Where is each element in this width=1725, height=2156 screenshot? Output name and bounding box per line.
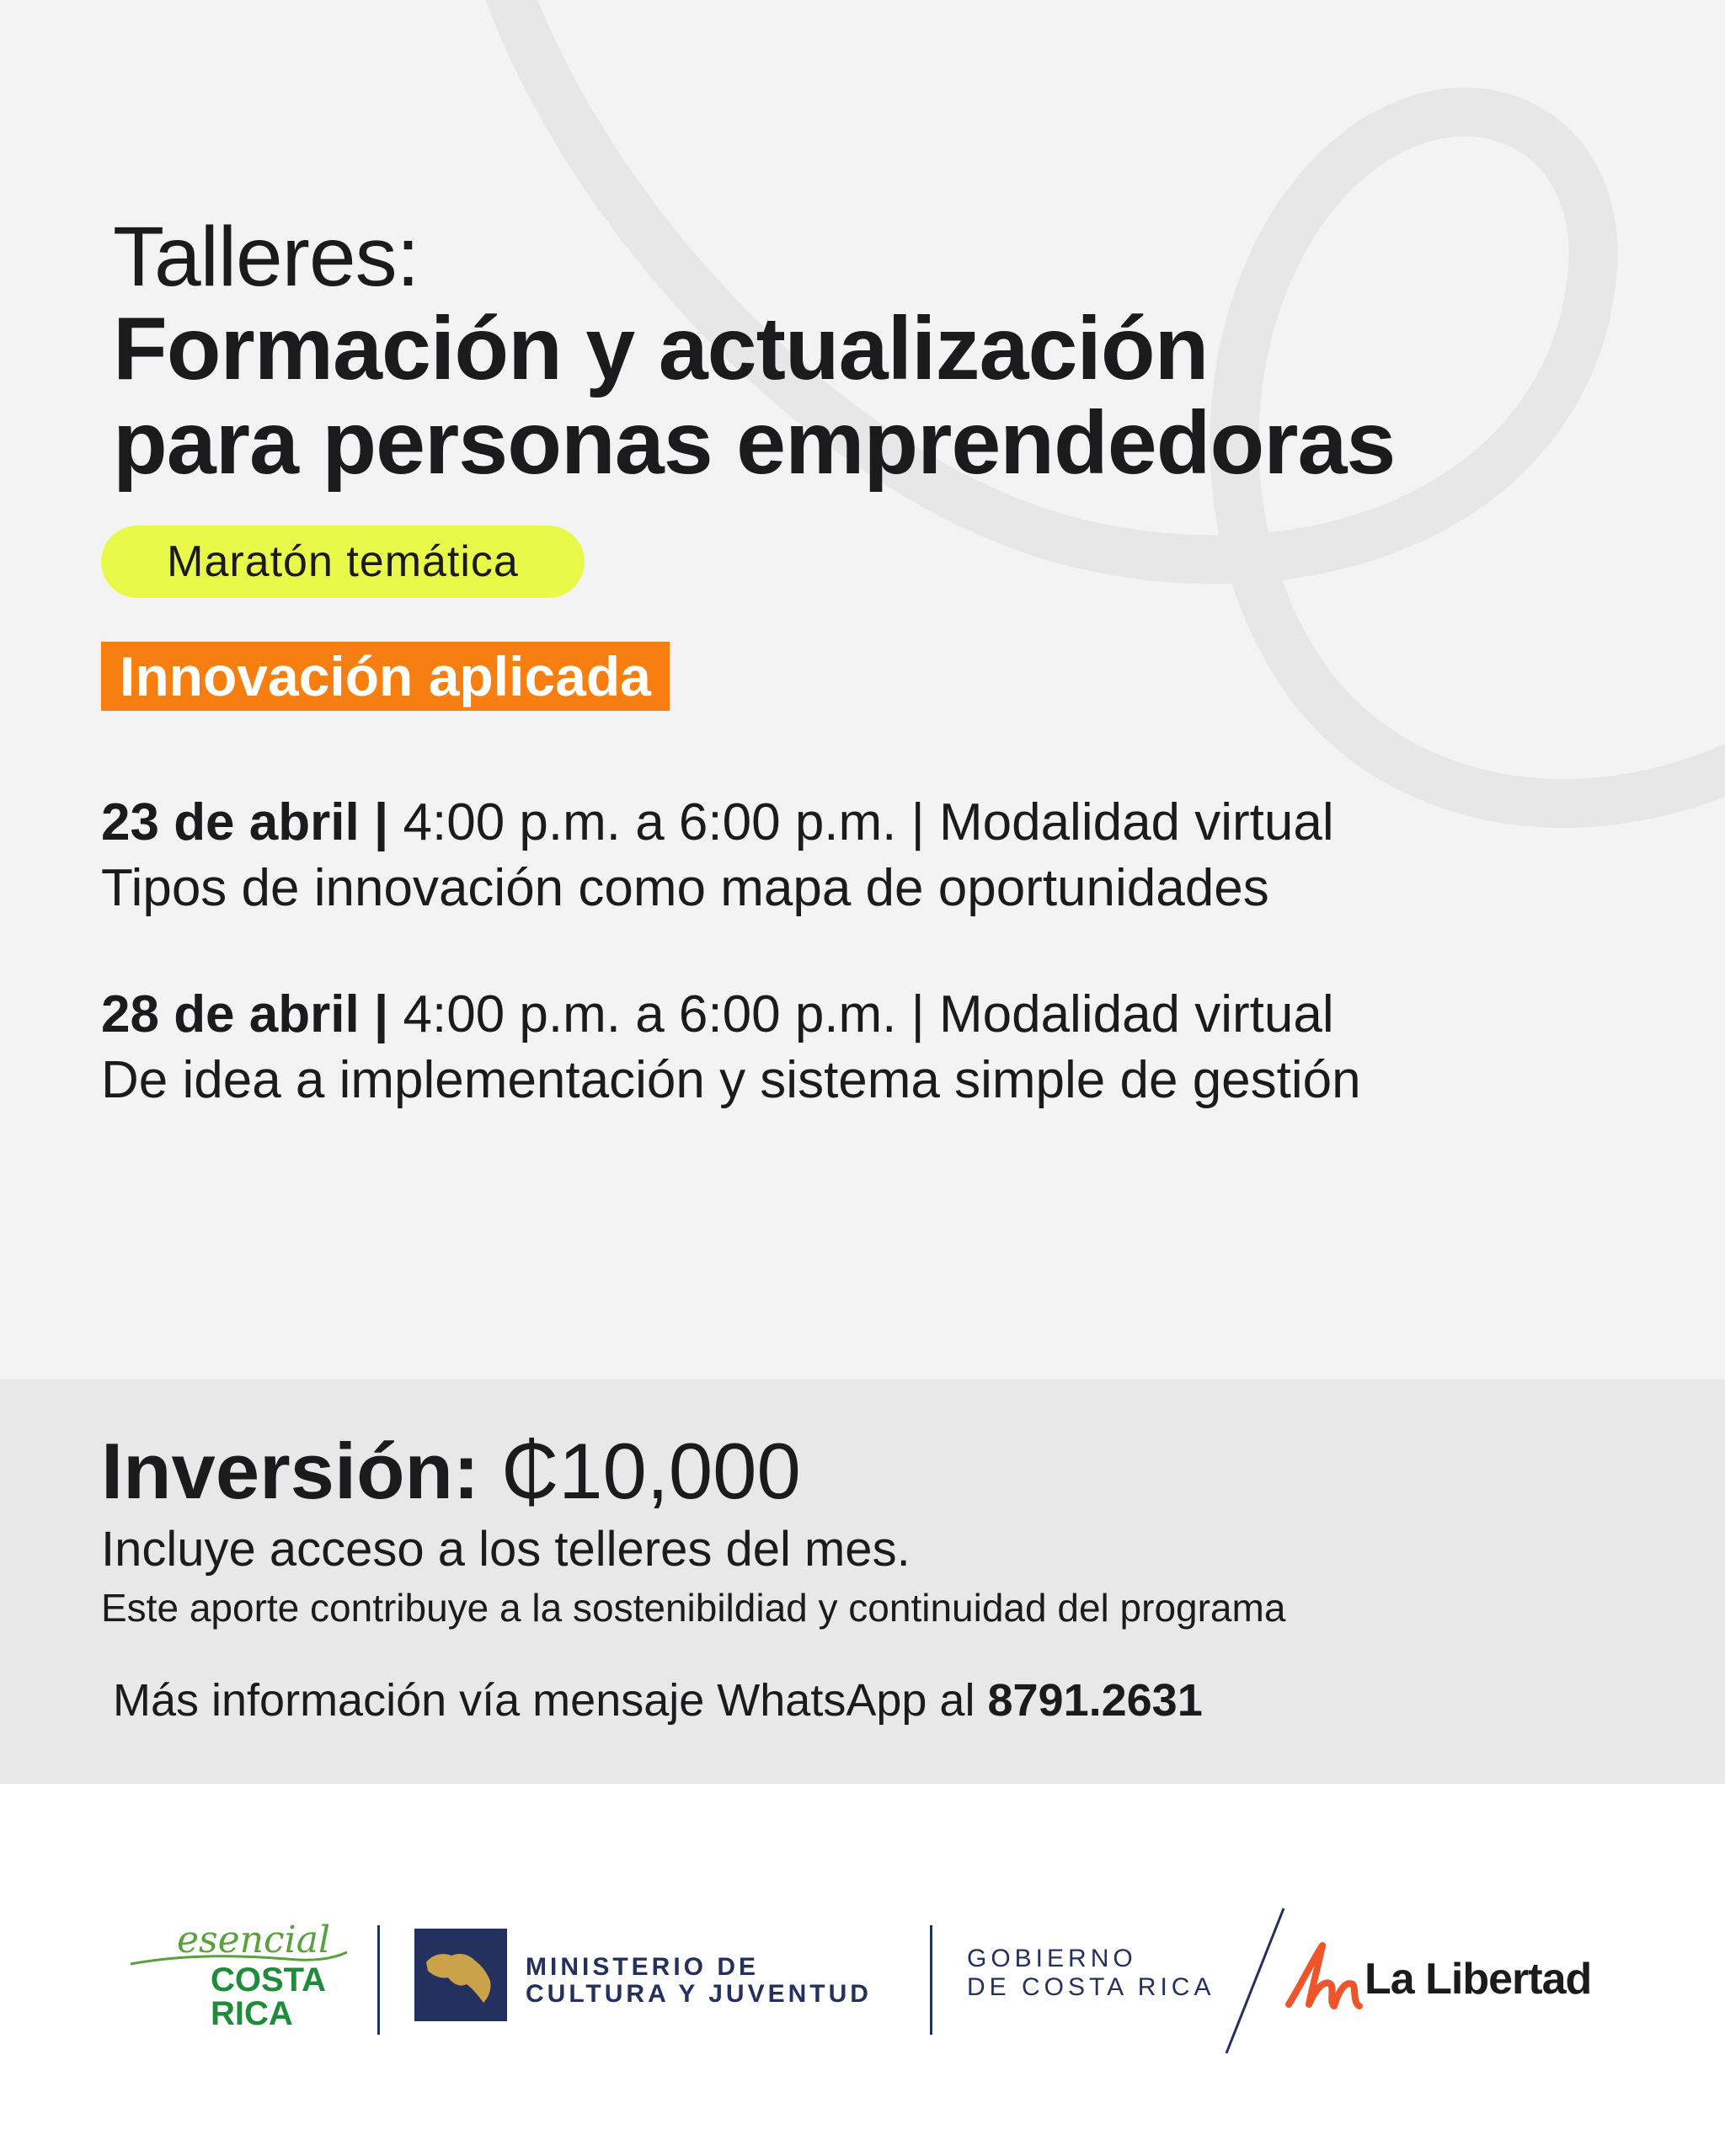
esencial-rica: RICA xyxy=(211,1995,293,2032)
theme-pill-badge: Maratón temática xyxy=(101,526,585,598)
page-title-line-2: para personas emprendedoras xyxy=(113,393,1396,493)
footer-divider xyxy=(930,1925,932,2035)
investment-includes: Incluye acceso a los telleres del mes. xyxy=(101,1522,911,1577)
costa-rica-map-icon xyxy=(414,1929,507,2021)
la-libertad-emblem-icon xyxy=(1284,1935,1368,2020)
ministerio-line-1: MINISTERIO DE xyxy=(526,1953,760,1981)
footer-divider xyxy=(377,1925,380,2035)
footer-logos xyxy=(0,1784,1725,2156)
la-libertad-logo xyxy=(1284,1935,1604,2020)
gobierno-line-2: DE COSTA RICA xyxy=(967,1973,1215,2001)
esencial-costa-rica-logo xyxy=(126,1919,354,2045)
investment-label: Inversión: xyxy=(101,1427,480,1515)
topic-highlight: Innovación aplicada xyxy=(101,642,670,711)
esencial-costa: COSTA xyxy=(211,1961,327,1999)
session-topic: Tipos de innovación como mapa de oportunidades xyxy=(101,859,1269,917)
whatsapp-text: Más información vía mensaje WhatsApp al xyxy=(113,1675,975,1726)
session-schedule xyxy=(101,790,1334,856)
ministerio-emblem xyxy=(414,1929,507,2021)
session-item xyxy=(101,790,1334,921)
la-libertad-wordmark: La Libertad xyxy=(1365,1955,1592,2004)
page-title xyxy=(113,299,1396,493)
slash-divider xyxy=(1221,1905,1289,2057)
session-item xyxy=(101,982,1361,1113)
ministerio-logo xyxy=(414,1929,903,2030)
ministerio-line-2: CULTURA Y JUVENTUD xyxy=(526,1980,872,2008)
session-topic: De idea a implementación y sistema simple de gestión xyxy=(101,1051,1361,1109)
session-details: 4:00 p.m. a 6:00 p.m. | Modalidad virtual xyxy=(403,985,1334,1043)
session-date: 28 de abril | xyxy=(101,985,389,1043)
session-details: 4:00 p.m. a 6:00 p.m. | Modalidad virtual xyxy=(403,793,1334,851)
session-date: 23 de abril | xyxy=(101,793,389,851)
page-title-line-1: Formación y actualización xyxy=(113,299,1209,398)
investment-contribution: Este aporte contribuye a la sostenibildiad y continuidad del programa xyxy=(101,1586,1286,1630)
investment-amount: ₵10,000 xyxy=(501,1427,801,1515)
session-schedule xyxy=(101,982,1361,1048)
gobierno-line-1: GOBIERNO xyxy=(967,1945,1137,1972)
page-title-prefix: Talleres: xyxy=(113,210,419,304)
investment-heading xyxy=(101,1425,801,1518)
esencial-script: esencial xyxy=(177,1919,331,1961)
whatsapp-number[interactable]: 8791.2631 xyxy=(987,1675,1203,1726)
whatsapp-info xyxy=(113,1674,1203,1726)
